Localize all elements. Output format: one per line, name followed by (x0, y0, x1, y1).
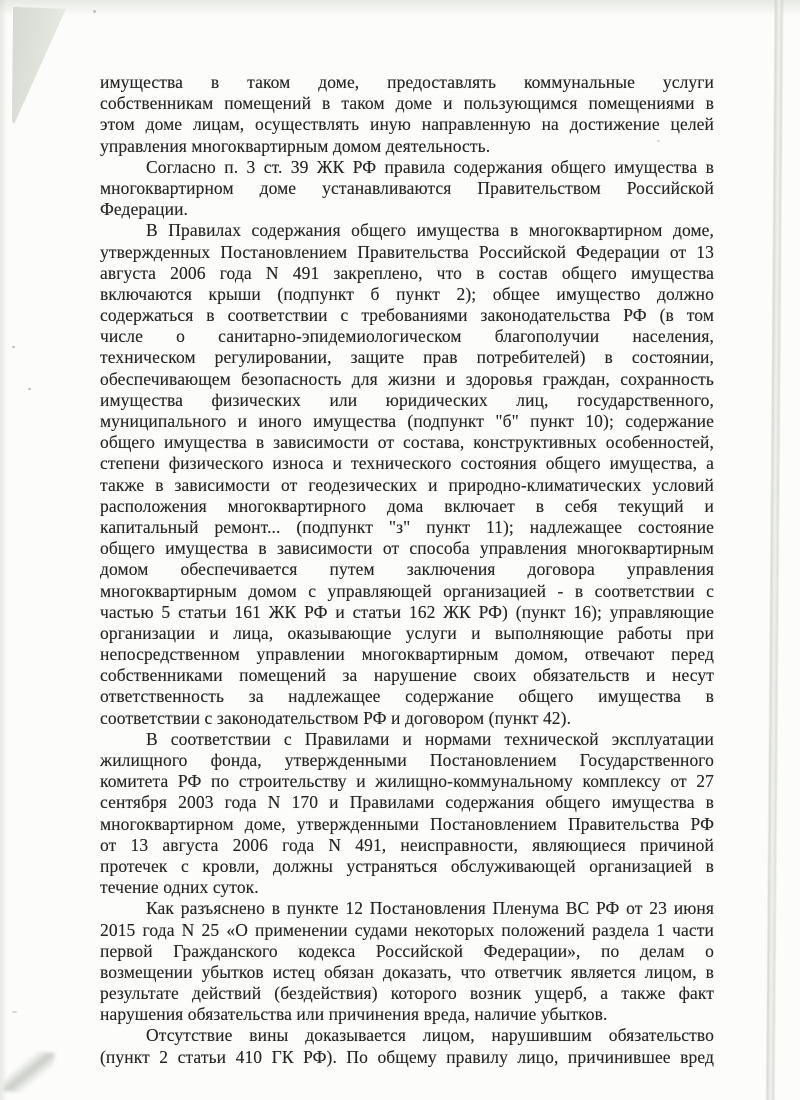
text-line: капитальный ремонт... (подпункт "з" пункт 11); надлежащее состояние (100, 516, 714, 537)
page-edge-scan-line (765, 0, 784, 1100)
text-line: результате действий (бездействия) которого возник ущерб, а также факт (100, 983, 714, 1004)
paragraph (100, 220, 714, 729)
text-line: собственникам помещений в таком доме и пользующимся помещениями в (100, 93, 714, 114)
text-line: домом обеспечивается путем заключения договора управления (100, 559, 714, 580)
paragraph (100, 729, 714, 899)
paragraph (100, 1025, 714, 1067)
text-line: этом доме лицам, осуществлять иную направленную на достижение целей (100, 114, 714, 135)
text-line: собственниками помещений за нарушение своих обязательств и несут (100, 665, 714, 686)
text-line: от 13 августа 2006 года N 491, неисправности, являющиеся причиной (100, 834, 714, 855)
text-line: имущества физических или юридических лиц, государственного, (100, 389, 714, 410)
text-line: организации и лица, оказывающие услуги и выполняющие работы при (100, 622, 714, 643)
text-line: многоквартирном доме, утвержденными Постановлением Правительства РФ (100, 813, 714, 834)
text-line: соответствии с законодательством РФ и договором (пункт 42). (100, 707, 572, 728)
paragraph (100, 898, 714, 1025)
text-line: нарушения обязательства или причинения вреда, наличие убытков. (100, 1004, 608, 1025)
text-line: степени физического износа и технического состояния общего имущества, а (100, 453, 714, 474)
text-line: сентября 2003 года N 170 и Правилами содержания общего имущества в (100, 792, 714, 813)
text-line: протечек с кровли, должны устраняться обслуживающей организацией в (100, 855, 714, 876)
smudge-mark (3, 1047, 55, 1097)
text-line: многоквартирном доме устанавливаются Правительством Российской (100, 177, 714, 198)
text-line: частью 5 статьи 161 ЖК РФ и статьи 162 ЖК РФ) (пункт 16); управляющие (100, 601, 714, 622)
text-line: (пункт 2 статьи 410 ГК РФ). По общему правилу лицо, причинившее вред (100, 1046, 714, 1067)
toner-speck (12, 1011, 17, 1013)
text-line: В Правилах содержания общего имущества в многоквартирном доме, (146, 220, 714, 241)
text-line: Федерации. (100, 199, 189, 220)
text-line: комитета РФ по строительству и жилищно-коммунальному комплексу от 27 (100, 771, 714, 792)
paragraph-continuation (100, 72, 714, 157)
text-line: возмещении убытков истец обязан доказать, что ответчик является лицом, в (100, 961, 714, 982)
text-line: содержаться в соответствии с требованиями законодательства РФ (в том (100, 305, 714, 326)
text-line: 2015 года N 25 «О применении судами некоторых положений раздела 1 части (100, 919, 714, 940)
text-line: муниципального и иного имущества (подпункт "б" пункт 10); содержание (100, 411, 714, 431)
text-line: августа 2006 года N 491 закреплено, что в состав общего имущества (100, 262, 714, 283)
paragraph (100, 157, 714, 221)
scan-left-edge-shadow (0, 0, 7, 1100)
document-text-block (100, 72, 714, 1068)
text-line: жилищного фонда, утвержденными Постановлением Государственного (100, 750, 714, 770)
text-line: многоквартирным домом с управляющей организацией - в соответствии с (100, 580, 714, 601)
text-line: имущества в таком доме, предоставлять коммунальные услуги (100, 72, 714, 92)
text-line: В соответствии с Правилами и нормами технической эксплуатации (146, 728, 714, 749)
text-line: Согласно п. 3 ст. 39 ЖК РФ правила содержания общего имущества в (146, 156, 714, 177)
text-line: также в зависимости от геодезических и природно-климатических условий (100, 474, 714, 495)
text-line: утвержденных Постановлением Правительства Российской Федерации от 13 (100, 241, 714, 262)
text-line: числе о санитарно-эпидемиологическом благополучии населения, (100, 326, 714, 347)
toner-speck (28, 388, 31, 390)
text-line: первой Гражданского кодекса Российской Федерации», по делам о (100, 940, 714, 961)
text-line: техническом регулировании, защите прав потребителей) в состоянии, (100, 347, 714, 368)
text-line: включаются крыши (подпункт б пункт 2); общее имущество должно (100, 283, 714, 304)
text-line: расположения многоквартирного дома включает в себя текущий и (100, 495, 714, 516)
scan-top-edge-shadow (0, 0, 800, 16)
text-line: Как разъяснено в пункте 12 Постановления Пленума ВС РФ от 23 июня (146, 898, 714, 919)
text-line: непосредственном управлении многоквартирным домом, отвечают перед (100, 644, 714, 665)
toner-speck (12, 346, 15, 348)
text-line: ответственность за надлежащее содержание общего имущества в (100, 686, 714, 707)
toner-speck (93, 10, 96, 13)
text-line: управления многоквартирным домом деятельность. (100, 135, 491, 156)
text-line: обеспечивающем безопасность для жизни и здоровья граждан, сохранность (100, 368, 714, 389)
text-line: общего имущества в зависимости от способа управления многоквартирным (100, 538, 714, 559)
text-line: общего имущества в зависимости от состава, конструктивных особенностей, (100, 432, 714, 453)
folded-corner-shadow (12, 7, 66, 124)
text-line: течение одних суток. (100, 877, 259, 898)
text-line: Отсутствие вины доказывается лицом, нарушившим обязательство (146, 1025, 714, 1046)
